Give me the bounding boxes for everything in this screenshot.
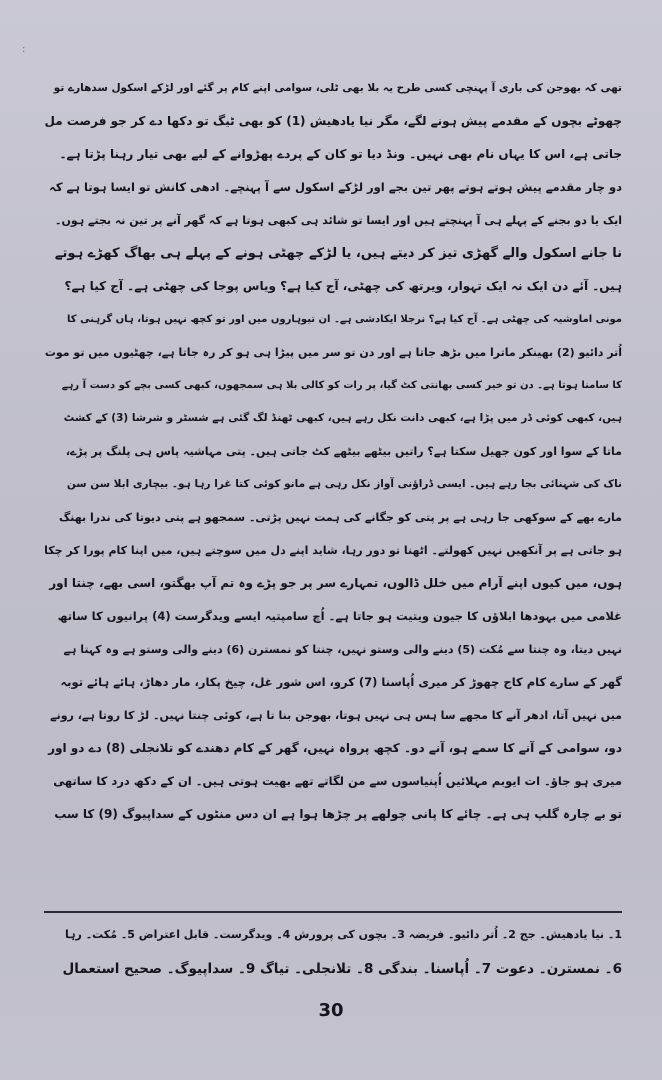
text-line: دو چار مقدمے پیش ہوتے ہوتے پھر تین بجے اور لڑکے اسکول سے آ پہنچے۔ ادھی کانش تو ایسا ہوتا ہے کہ [49, 180, 622, 194]
text-line: ناک کی شہنائی بجا رہے ہیں۔ ایسی ڈراؤنی آواز نکل رہی ہے مانو کوئی کتا غرا رہا ہو۔ بیچاری ابلا سن سن [66, 478, 622, 490]
text-line: ایک یا دو بجنے کے پہلے ہی آ پہنچتے ہیں اور ایسا تو شائد ہی کبھی ہوتا ہے کہ گھر آنے پر تین نہ بجتے ہوں۔ [55, 214, 622, 227]
text-line: اُتر دائیو (2) بھینکر ماترا میں بڑھ جاتا ہے اور دن تو سر میں پیڑا ہی ہو کر رہ جاتا ہے، چھٹیوں میں تو موت [44, 346, 622, 359]
text-line: ہیں۔ آئے دن ایک نہ ایک تہوار، ویرتھ کی چھٹی، آج کیا ہے؟ ویاس پوجا کی چھٹی ہے۔ آج کیا ہے؟ [64, 279, 622, 293]
text-line: کا سامنا ہوتا ہے۔ دن تو خیر کسی بھانتی کٹ گیا، پر رات کو کالی بلا ہی سمجھوں، کبھی کسی بچے کو دست آ رہے [61, 380, 622, 391]
text-line: غلامی میں بہودھا ابلاؤں کا جیون ویتیت ہو جاتا ہے۔ اُچ سامپتیہ ایسے ویدگرست (4) پرانیوں کا ساتھ [57, 609, 622, 623]
corner-mark: : [22, 44, 26, 55]
text-line: دو، سوامی کے آنے کا سمے ہو، آنے دو۔ کچھ پرواہ نہیں، گھر کے کام دھندے کو تلانجلی (8) دے دو اور [48, 741, 622, 755]
text-line: نا جانے اسکول والے گھڑی تیز کر دیتے ہیں، یا لڑکے چھٹی ہونے کے پہلے ہی بھاگ کھڑے ہوتے [54, 246, 622, 261]
body-text [44, 72, 622, 831]
footnote-line: 6۔ نمسترن۔ دعوت 7۔ اُپاسنا۔ بندگی 8۔ تلانجلی۔ تیاگ 9۔ سداپیوگ۔ صحیح استعمال [62, 961, 622, 977]
text-line: چھوٹے بچوں کے مقدمے پیش ہونے لگے، مگر نیا یادھیش (1) کو بھی ٹیگ تو دکھا دے کر جو فرصت مل [44, 114, 622, 128]
text-line: تو بے چارہ گلپ ہی ہے۔ چائے کا پانی چولھے پر چڑھا ہوا ہے ان دس منٹوں کے سداپیوگ (9) کا سب [54, 807, 622, 821]
footnote-divider [44, 911, 622, 913]
text-line: مارے بھے کے سوکھی جا رہی ہے پر پتی کو جگانے کی ہمت نہیں پڑتی۔ سمجھو ہے پتی دیوتا کی ندرا بھنگ [59, 511, 622, 524]
text-line: تھی کہ بھوجن کی باری آ پہنچی کسی طرح یہ بلا بھی ٹلی، سوامی اپنے کام پر گئے اور لڑکے اسکول سدھارے تو [53, 82, 622, 94]
footnote-line: 1۔ نیا یادھیش۔ جج 2۔ اُتر دائیو۔ فریضہ 3۔ بچوں کی پرورش 4۔ ویدگرست۔ قابل اعتراض 5۔ مُکت۔ رہا [64, 928, 622, 941]
text-line: گھر کے سارے کام کاج چھوڑ کر میری اُپاسنا (7) کرو، اس شور غل، چیخ پکار، مار دھاڑ، ہائے ہائے توبہ [60, 675, 622, 689]
text-line: ماتا کے سوا اور کون جھیل سکتا ہے؟ راتیں بیٹھے بیٹھے کٹ جاتی ہیں۔ پتی مہاشیہ پاس ہی پلنگ پر پڑے، [65, 445, 622, 458]
text-line: جاتی ہے، اس کا یہاں نام بھی نہیں۔ ونڈ دیا تو کان کے پردے پھڑوانے کے لیے بھی تیار رہنا پڑتا ہے۔ [59, 147, 622, 161]
text-line: ہوں، میں کیوں اپنے آرام میں خلل ڈالوں، تمہارے سر پر جو پڑے وہ تم آپ بھگتو، اسی بھے، چنتا اور [49, 576, 622, 590]
text-line: ہیں، کبھی کوئی ڈر میں پڑا ہے، کبھی دانت نکل رہے ہیں، کبھی ٹھنڈ لگ گئی ہے شسٹر و شرشا (3) کے کشٹ [63, 412, 622, 424]
footnotes [44, 918, 622, 986]
text-line: میری ہو جاؤ۔ ات ایوبم مہلائیں اُپنیاسوں سے من لگاتے تھے بھیت ہوتی ہیں۔ ان کے دکھ درد کا ساتھی [53, 774, 622, 788]
text-line: نہیں دیتا، وہ چنتا سے مُکت (5) دینے والی وستو نہیں، چنتا کو نمسترن (6) دینے والی وستو ہے وہ کہتا ہے [63, 643, 622, 656]
text-line: مونی اماوشیہ کی چھٹی ہے۔ آج کیا ہے؟ نرجلا ایکادشی ہے۔ ان تیوہاروں میں اور تو کچھ نہیں ہوتا، ہاں گرہنی کا [67, 314, 622, 325]
page-number: 30 [318, 1000, 344, 1021]
text-line: ہو جاتی ہے پر آنکھیں نہیں کھولتے۔ اٹھنا تو دور رہا، شاید اپنے دل میں سوچتے ہیں، میں اپنا کام پورا کر چکا [44, 544, 622, 557]
text-line: میں نہیں آتا، ادھر آنے کا مجھے سا ہس ہی نہیں ہوتا، بھوجن بنا تا ہے، کوئی چنتا نہیں۔ لڑ کا روتا ہے، رونے [50, 709, 622, 722]
